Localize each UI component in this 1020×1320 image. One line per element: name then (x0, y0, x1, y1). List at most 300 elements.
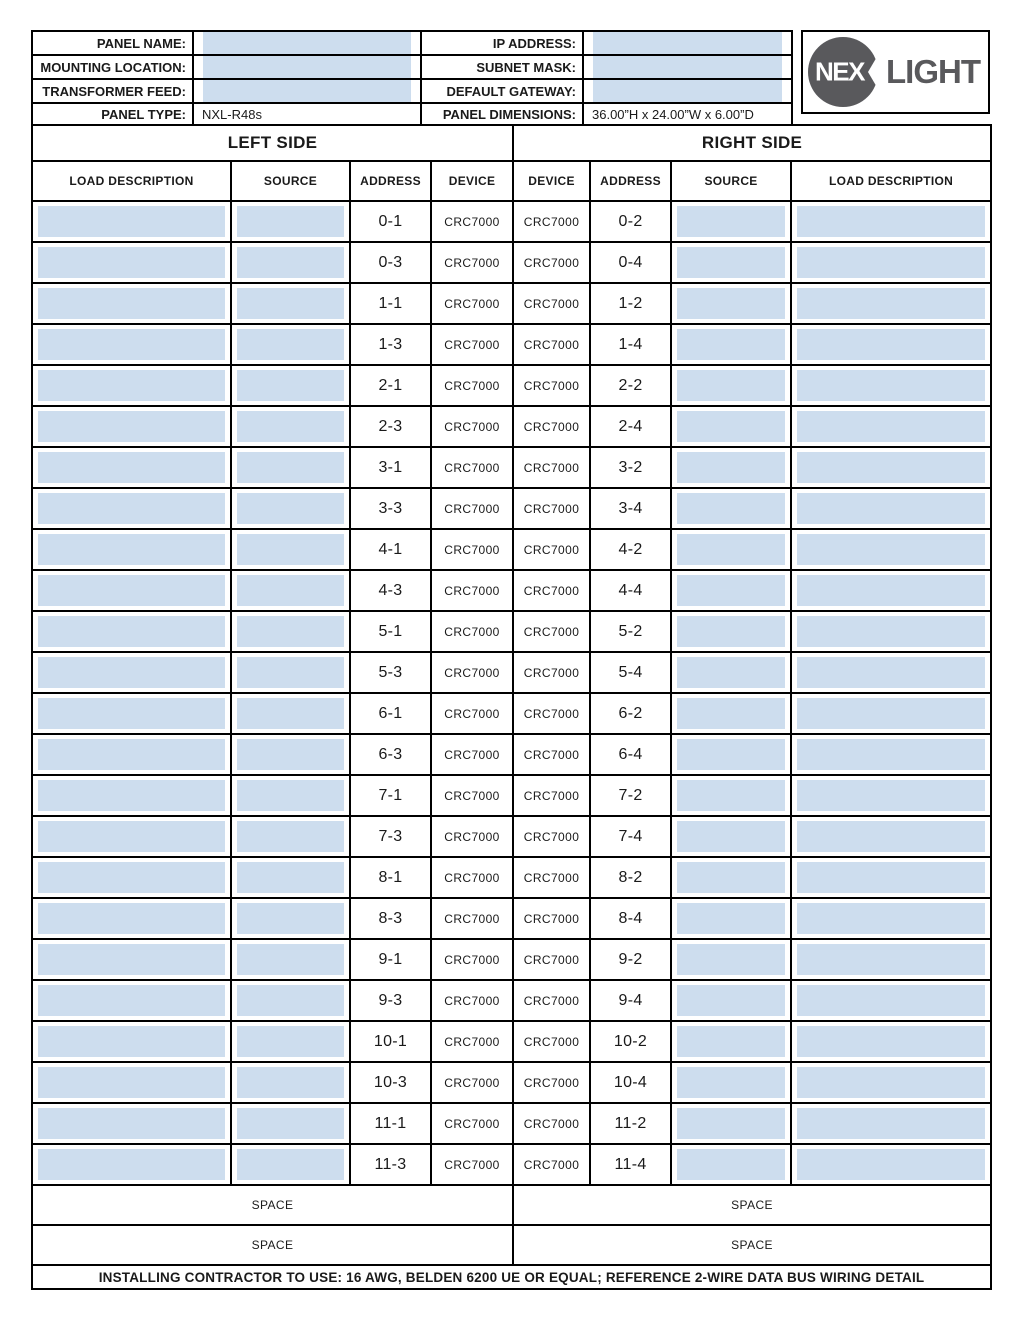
device-cell-left: CRC7000 (431, 652, 513, 693)
source-field-left[interactable] (231, 1144, 350, 1185)
address-cell-left: 9-3 (350, 980, 431, 1021)
load-description-field-right[interactable] (791, 488, 991, 529)
device-cell-right: CRC7000 (513, 939, 590, 980)
circuit-row (32, 939, 991, 980)
load-description-fill-right (797, 411, 985, 442)
col-header-load-description-left: LOAD DESCRIPTION (32, 161, 231, 201)
load-description-field-right[interactable] (791, 570, 991, 611)
source-fill-left (237, 288, 344, 319)
address-cell-left: 2-1 (350, 365, 431, 406)
address-cell-right: 4-2 (590, 529, 671, 570)
address-cell-right: 10-2 (590, 1021, 671, 1062)
load-description-field-right[interactable] (791, 816, 991, 857)
load-description-field-left[interactable] (32, 365, 231, 406)
device-cell-right: CRC7000 (513, 816, 590, 857)
source-fill-right (677, 1067, 785, 1098)
source-field-left[interactable] (231, 529, 350, 570)
source-field-right[interactable] (671, 529, 791, 570)
load-description-fill-right (797, 985, 985, 1016)
address-cell-right: 7-4 (590, 816, 671, 857)
source-field-right[interactable] (671, 1103, 791, 1144)
circuit-row (32, 201, 991, 242)
load-description-field-left[interactable] (32, 693, 231, 734)
note-body (32, 1265, 991, 1289)
address-cell-left: 8-1 (350, 857, 431, 898)
load-description-fill-right (797, 657, 985, 688)
address-cell-left: 7-3 (350, 816, 431, 857)
source-fill-left (237, 698, 344, 729)
address-cell-right: 8-4 (590, 898, 671, 939)
device-cell-left: CRC7000 (431, 242, 513, 283)
load-description-fill-right (797, 903, 985, 934)
load-description-field-right[interactable] (791, 1144, 991, 1185)
load-description-fill-left (38, 944, 225, 975)
source-fill-left (237, 1067, 344, 1098)
load-description-field-right[interactable] (791, 365, 991, 406)
source-field-right[interactable] (671, 365, 791, 406)
device-cell-left: CRC7000 (431, 693, 513, 734)
circuit-row (32, 365, 991, 406)
source-field-left[interactable] (231, 898, 350, 939)
device-cell-right: CRC7000 (513, 611, 590, 652)
source-field-right[interactable] (671, 898, 791, 939)
address-cell-left: 6-1 (350, 693, 431, 734)
circuit-row (32, 652, 991, 693)
panel-type-value: NXL-R48s (193, 103, 421, 125)
space-row (32, 1225, 991, 1265)
left-side-title: LEFT SIDE (32, 125, 513, 161)
space-cell-right: SPACE (513, 1185, 991, 1225)
load-description-fill-left (38, 985, 225, 1016)
load-description-field-right[interactable] (791, 529, 991, 570)
source-fill-right (677, 534, 785, 565)
column-header-row (32, 161, 991, 201)
col-header-address-left: ADDRESS (350, 161, 431, 201)
source-fill-right (677, 985, 785, 1016)
load-description-fill-right (797, 247, 985, 278)
address-cell-right: 8-2 (590, 857, 671, 898)
address-cell-left: 3-1 (350, 447, 431, 488)
device-cell-right: CRC7000 (513, 324, 590, 365)
side-title-row (32, 125, 991, 161)
load-description-field-left[interactable] (32, 898, 231, 939)
load-description-field-left[interactable] (32, 1144, 231, 1185)
device-cell-right: CRC7000 (513, 529, 590, 570)
load-description-field-left[interactable] (32, 611, 231, 652)
source-field-right[interactable] (671, 980, 791, 1021)
load-description-fill-right (797, 329, 985, 360)
device-cell-right: CRC7000 (513, 365, 590, 406)
address-cell-right: 4-4 (590, 570, 671, 611)
source-fill-right (677, 370, 785, 401)
source-fill-left (237, 780, 344, 811)
source-fill-right (677, 575, 785, 606)
load-description-fill-left (38, 1108, 225, 1139)
load-description-field-right[interactable] (791, 201, 991, 242)
source-fill-left (237, 534, 344, 565)
source-fill-right (677, 1149, 785, 1180)
source-field-left[interactable] (231, 1062, 350, 1103)
load-description-field-left[interactable] (32, 447, 231, 488)
load-description-field-right[interactable] (791, 1062, 991, 1103)
load-description-field-right[interactable] (791, 652, 991, 693)
load-description-field-right[interactable] (791, 980, 991, 1021)
source-field-right[interactable] (671, 939, 791, 980)
address-cell-left: 10-1 (350, 1021, 431, 1062)
device-cell-left: CRC7000 (431, 611, 513, 652)
address-cell-right: 3-4 (590, 488, 671, 529)
source-field-right[interactable] (671, 242, 791, 283)
col-header-device-right: DEVICE (513, 161, 590, 201)
load-description-field-right[interactable] (791, 406, 991, 447)
address-cell-right: 10-4 (590, 1062, 671, 1103)
default-gateway-label: DEFAULT GATEWAY: (421, 79, 583, 103)
load-description-fill-right (797, 370, 985, 401)
device-cell-right: CRC7000 (513, 406, 590, 447)
source-field-left[interactable] (231, 611, 350, 652)
load-description-fill-left (38, 288, 225, 319)
col-header-address-right: ADDRESS (590, 161, 671, 201)
load-description-field-left[interactable] (32, 406, 231, 447)
load-description-field-left[interactable] (32, 939, 231, 980)
source-fill-left (237, 575, 344, 606)
source-field-right[interactable] (671, 570, 791, 611)
device-cell-right: CRC7000 (513, 1103, 590, 1144)
source-field-left[interactable] (231, 488, 350, 529)
default-gateway-field[interactable] (583, 79, 792, 103)
source-field-right[interactable] (671, 324, 791, 365)
space-body (32, 1185, 991, 1265)
col-header-load-description-right: LOAD DESCRIPTION (791, 161, 991, 201)
load-description-fill-right (797, 739, 985, 770)
source-fill-left (237, 206, 344, 237)
device-cell-left: CRC7000 (431, 447, 513, 488)
load-description-field-right[interactable] (791, 857, 991, 898)
source-field-right[interactable] (671, 816, 791, 857)
device-cell-right: CRC7000 (513, 980, 590, 1021)
source-field-right[interactable] (671, 611, 791, 652)
source-fill-right (677, 862, 785, 893)
address-cell-left: 4-1 (350, 529, 431, 570)
source-field-left[interactable] (231, 365, 350, 406)
panel-dimensions-value: 36.00”H x 24.00”W x 6.00”D (583, 103, 792, 125)
load-description-field-left[interactable] (32, 775, 231, 816)
source-fill-right (677, 1108, 785, 1139)
load-description-field-left[interactable] (32, 242, 231, 283)
device-cell-right: CRC7000 (513, 857, 590, 898)
default-gateway-field-fill (593, 80, 782, 102)
source-fill-right (677, 780, 785, 811)
load-description-fill-left (38, 329, 225, 360)
source-field-left[interactable] (231, 283, 350, 324)
device-cell-right: CRC7000 (513, 570, 590, 611)
load-description-fill-right (797, 1067, 985, 1098)
source-fill-right (677, 493, 785, 524)
source-field-left[interactable] (231, 652, 350, 693)
load-description-field-right[interactable] (791, 693, 991, 734)
load-description-field-left[interactable] (32, 734, 231, 775)
source-field-left[interactable] (231, 406, 350, 447)
device-cell-right: CRC7000 (513, 652, 590, 693)
load-description-field-left[interactable] (32, 816, 231, 857)
source-field-right[interactable] (671, 488, 791, 529)
circuit-row (32, 283, 991, 324)
source-field-left[interactable] (231, 1021, 350, 1062)
space-cell-right: SPACE (513, 1225, 991, 1265)
load-description-field-left[interactable] (32, 1062, 231, 1103)
source-field-right[interactable] (671, 406, 791, 447)
source-field-left[interactable] (231, 939, 350, 980)
device-cell-left: CRC7000 (431, 1062, 513, 1103)
address-cell-left: 5-3 (350, 652, 431, 693)
device-cell-right: CRC7000 (513, 693, 590, 734)
load-description-field-left[interactable] (32, 857, 231, 898)
source-field-left[interactable] (231, 734, 350, 775)
device-cell-left: CRC7000 (431, 1103, 513, 1144)
load-description-fill-left (38, 493, 225, 524)
load-description-field-right[interactable] (791, 1103, 991, 1144)
header-section (31, 30, 990, 126)
address-cell-left: 0-3 (350, 242, 431, 283)
load-description-field-left[interactable] (32, 1103, 231, 1144)
load-description-fill-right (797, 862, 985, 893)
header-row-3 (32, 79, 792, 103)
device-cell-left: CRC7000 (431, 898, 513, 939)
load-description-field-right[interactable] (791, 283, 991, 324)
load-description-fill-right (797, 493, 985, 524)
source-fill-left (237, 411, 344, 442)
address-cell-right: 9-4 (590, 980, 671, 1021)
circuit-row (32, 980, 991, 1021)
load-description-fill-left (38, 1067, 225, 1098)
circuit-row (32, 898, 991, 939)
circuit-row (32, 857, 991, 898)
source-field-left[interactable] (231, 816, 350, 857)
source-fill-left (237, 944, 344, 975)
load-description-fill-right (797, 288, 985, 319)
load-description-field-left[interactable] (32, 488, 231, 529)
circuit-row (32, 529, 991, 570)
panel-name-field[interactable] (193, 31, 421, 55)
source-field-left[interactable] (231, 1103, 350, 1144)
header-row-4 (32, 103, 792, 125)
device-cell-left: CRC7000 (431, 406, 513, 447)
load-description-fill-right (797, 206, 985, 237)
source-fill-right (677, 616, 785, 647)
load-description-fill-left (38, 903, 225, 934)
subnet-mask-field-fill (593, 56, 782, 78)
source-field-left[interactable] (231, 242, 350, 283)
circuit-row (32, 1021, 991, 1062)
load-description-fill-left (38, 370, 225, 401)
load-description-fill-right (797, 534, 985, 565)
load-description-fill-left (38, 657, 225, 688)
load-description-fill-left (38, 862, 225, 893)
load-description-fill-left (38, 1149, 225, 1180)
source-field-left[interactable] (231, 693, 350, 734)
device-cell-right: CRC7000 (513, 488, 590, 529)
load-description-field-left[interactable] (32, 570, 231, 611)
load-description-fill-left (38, 821, 225, 852)
device-cell-right: CRC7000 (513, 201, 590, 242)
load-description-fill-right (797, 616, 985, 647)
device-cell-right: CRC7000 (513, 447, 590, 488)
address-cell-right: 2-2 (590, 365, 671, 406)
panel-type-label: PANEL TYPE: (32, 103, 193, 125)
source-fill-right (677, 821, 785, 852)
nexlight-logo (801, 30, 990, 114)
circuit-row (32, 406, 991, 447)
circuit-row (32, 734, 991, 775)
device-cell-right: CRC7000 (513, 1144, 590, 1185)
load-description-field-left[interactable] (32, 529, 231, 570)
source-field-right[interactable] (671, 857, 791, 898)
source-field-right[interactable] (671, 775, 791, 816)
source-field-right[interactable] (671, 1021, 791, 1062)
load-description-field-left[interactable] (32, 324, 231, 365)
transformer-feed-field[interactable] (193, 79, 421, 103)
load-description-field-right[interactable] (791, 775, 991, 816)
source-field-left[interactable] (231, 570, 350, 611)
address-cell-left: 1-1 (350, 283, 431, 324)
load-description-fill-right (797, 452, 985, 483)
source-field-left[interactable] (231, 775, 350, 816)
circuit-row (32, 816, 991, 857)
source-fill-left (237, 1026, 344, 1057)
source-field-right[interactable] (671, 447, 791, 488)
device-cell-right: CRC7000 (513, 242, 590, 283)
source-fill-left (237, 821, 344, 852)
panel-name-field-fill (203, 32, 411, 54)
source-fill-right (677, 739, 785, 770)
address-cell-right: 1-4 (590, 324, 671, 365)
source-fill-left (237, 329, 344, 360)
rows-body (32, 201, 991, 1185)
device-cell-right: CRC7000 (513, 1062, 590, 1103)
load-description-fill-left (38, 411, 225, 442)
source-field-right[interactable] (671, 693, 791, 734)
load-description-field-right[interactable] (791, 242, 991, 283)
source-fill-right (677, 411, 785, 442)
source-field-right[interactable] (671, 283, 791, 324)
header-row-1 (32, 31, 792, 55)
circuit-row (32, 1062, 991, 1103)
source-fill-left (237, 370, 344, 401)
source-fill-right (677, 206, 785, 237)
load-description-field-left[interactable] (32, 1021, 231, 1062)
nexlight-logo-circle-icon (808, 37, 878, 107)
note-row (32, 1265, 991, 1289)
load-description-field-right[interactable] (791, 611, 991, 652)
source-field-left[interactable] (231, 980, 350, 1021)
load-description-field-right[interactable] (791, 1021, 991, 1062)
device-cell-left: CRC7000 (431, 816, 513, 857)
device-cell-left: CRC7000 (431, 365, 513, 406)
source-fill-left (237, 739, 344, 770)
header-row-2 (32, 55, 792, 79)
circuit-row (32, 488, 991, 529)
circuit-row (32, 242, 991, 283)
load-description-fill-left (38, 452, 225, 483)
source-fill-left (237, 1149, 344, 1180)
source-field-left[interactable] (231, 447, 350, 488)
source-fill-right (677, 288, 785, 319)
device-cell-left: CRC7000 (431, 488, 513, 529)
subnet-mask-field[interactable] (583, 55, 792, 79)
load-description-field-left[interactable] (32, 283, 231, 324)
col-header-device-left: DEVICE (431, 161, 513, 201)
address-cell-left: 1-3 (350, 324, 431, 365)
device-cell-right: CRC7000 (513, 283, 590, 324)
load-description-field-right[interactable] (791, 939, 991, 980)
panel-dimensions-label: PANEL DIMENSIONS: (421, 103, 583, 125)
source-field-right[interactable] (671, 1062, 791, 1103)
mounting-location-field[interactable] (193, 55, 421, 79)
address-cell-left: 0-1 (350, 201, 431, 242)
load-description-field-left[interactable] (32, 980, 231, 1021)
source-fill-left (237, 985, 344, 1016)
load-description-field-right[interactable] (791, 447, 991, 488)
address-cell-right: 11-2 (590, 1103, 671, 1144)
source-fill-left (237, 862, 344, 893)
source-fill-right (677, 247, 785, 278)
source-fill-left (237, 493, 344, 524)
source-fill-left (237, 657, 344, 688)
load-description-fill-left (38, 616, 225, 647)
load-description-field-left[interactable] (32, 652, 231, 693)
device-cell-left: CRC7000 (431, 1144, 513, 1185)
load-description-field-right[interactable] (791, 324, 991, 365)
ip-address-field-fill (593, 32, 782, 54)
load-description-fill-right (797, 698, 985, 729)
device-cell-left: CRC7000 (431, 939, 513, 980)
source-field-right[interactable] (671, 652, 791, 693)
ip-address-field[interactable] (583, 31, 792, 55)
load-description-fill-right (797, 1026, 985, 1057)
address-cell-left: 10-3 (350, 1062, 431, 1103)
source-field-right[interactable] (671, 734, 791, 775)
device-cell-left: CRC7000 (431, 734, 513, 775)
source-field-right[interactable] (671, 201, 791, 242)
source-field-left[interactable] (231, 201, 350, 242)
circuit-row (32, 570, 991, 611)
address-cell-right: 11-4 (590, 1144, 671, 1185)
device-cell-left: CRC7000 (431, 775, 513, 816)
source-fill-left (237, 452, 344, 483)
source-field-left[interactable] (231, 324, 350, 365)
address-cell-left: 11-1 (350, 1103, 431, 1144)
source-field-left[interactable] (231, 857, 350, 898)
source-fill-right (677, 903, 785, 934)
space-row (32, 1185, 991, 1225)
load-description-fill-right (797, 575, 985, 606)
logo-light-text: LIGHT (886, 53, 980, 90)
load-description-fill-left (38, 534, 225, 565)
address-cell-right: 0-2 (590, 201, 671, 242)
ip-address-label: IP ADDRESS: (421, 31, 583, 55)
source-fill-right (677, 657, 785, 688)
source-field-right[interactable] (671, 1144, 791, 1185)
address-cell-right: 5-2 (590, 611, 671, 652)
load-description-field-right[interactable] (791, 734, 991, 775)
address-cell-right: 0-4 (590, 242, 671, 283)
mounting-location-label: MOUNTING LOCATION: (32, 55, 193, 79)
device-cell-left: CRC7000 (431, 570, 513, 611)
address-cell-right: 9-2 (590, 939, 671, 980)
load-description-field-left[interactable] (32, 201, 231, 242)
load-description-field-right[interactable] (791, 898, 991, 939)
address-cell-left: 4-3 (350, 570, 431, 611)
